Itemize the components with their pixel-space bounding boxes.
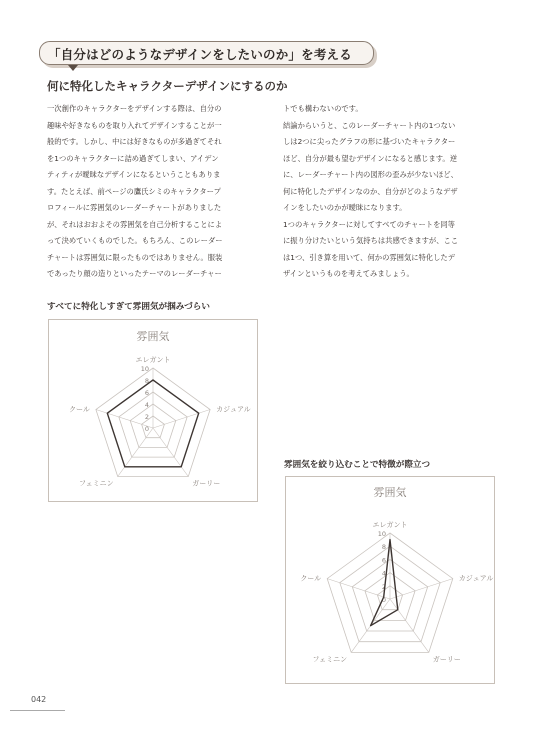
page-number-rule bbox=[10, 710, 65, 711]
tick-label: 2 bbox=[144, 413, 149, 421]
banner-pointer-icon bbox=[68, 65, 78, 71]
body-line: す。たとえば、前ページの鷹氏シミのキャラクタープ bbox=[47, 186, 221, 196]
axis-label: ガーリー bbox=[432, 655, 461, 664]
chart-title: 雰囲気 bbox=[136, 330, 170, 343]
axis-label: フェミニン bbox=[79, 479, 114, 488]
tick-label: 2 bbox=[381, 582, 386, 591]
tick-label: 10 bbox=[377, 530, 386, 538]
chart-heading-2: 雰囲気を絞り込むことで特徴が際立つ bbox=[284, 460, 431, 470]
body-line: ティティが曖昧なデザインになるということもありま bbox=[47, 170, 221, 179]
tick-label: 0 bbox=[144, 425, 149, 433]
chart-title: 雰囲気 bbox=[373, 486, 407, 499]
body-line: 何に特化したデザインなのか、自分がどのようなデザ bbox=[283, 186, 458, 196]
body-column-right bbox=[283, 101, 495, 283]
body-line: 般的です。しかし、中には好きなものが多過ぎてそれ bbox=[47, 137, 222, 146]
body-line: しは2つに尖ったグラフの形に基づいたキャラクター bbox=[283, 137, 456, 146]
axis-label: カジュアル bbox=[216, 405, 251, 414]
axis-spoke bbox=[390, 579, 453, 599]
radar-chart-2 bbox=[285, 476, 495, 684]
axis-spoke bbox=[327, 579, 390, 599]
tick-label: 8 bbox=[381, 543, 386, 552]
subheading: 何に特化したキャラクターデザインにするのか bbox=[47, 79, 288, 93]
body-line: 趣味や好きなものを取り入れてデザインすることが一 bbox=[47, 120, 222, 130]
chart-heading-1: すべてに特化しすぎて雰囲気が掴みづらい bbox=[47, 302, 210, 312]
tick-label: 6 bbox=[381, 556, 386, 565]
body-line: を1つのキャラクターに詰め過ぎてしまい、アイデン bbox=[47, 153, 219, 163]
radar-chart-svg bbox=[49, 320, 257, 501]
body-line: は1つ、引き算を用いて、何かの雰囲気に特化したデ bbox=[283, 252, 456, 262]
radar-chart-svg bbox=[286, 477, 494, 683]
axis-spoke bbox=[390, 599, 429, 652]
axis-label: クール bbox=[300, 574, 322, 583]
body-line: チャートは雰囲気に限ったものではありません。服装 bbox=[47, 252, 223, 262]
axis-label: カジュアル bbox=[458, 574, 494, 583]
tick-label: 6 bbox=[144, 389, 149, 397]
tick-label: 4 bbox=[381, 569, 386, 578]
body-line: 結論からいうと、このレーダーチャート内の1つない bbox=[283, 120, 456, 130]
body-line: ロフィールに雰囲気のレーダーチャートがありました bbox=[47, 203, 222, 212]
body-line: って決めていくものでした。もちろん、このレーダー bbox=[47, 236, 223, 245]
axis-label: クール bbox=[69, 405, 90, 414]
body-line: であったり顔の造りといったテーマのレーダーチャー bbox=[47, 269, 222, 278]
body-line: に、レーダーチャート内の図形の歪みが少ないほど、 bbox=[283, 170, 458, 179]
body-line: ほど、自分が最も望むデザインになると感じます。逆 bbox=[283, 153, 458, 163]
radar-chart-1 bbox=[48, 319, 258, 502]
body-line: 1つのキャラクターに対してすべてのチャートを同等 bbox=[283, 219, 455, 229]
tick-label: 4 bbox=[144, 401, 149, 409]
tick-label: 0 bbox=[381, 596, 386, 604]
tick-label: 8 bbox=[144, 377, 149, 385]
axis-label: フェミニン bbox=[312, 655, 348, 664]
body-line: に振り分けたいという気持ちは共感できますが、ここ bbox=[283, 236, 459, 245]
body-line: 一次創作のキャラクターをデザインする際は、自分の bbox=[47, 104, 222, 113]
body-line: が、それはおおよその雰囲気を自己分析することによ bbox=[47, 219, 223, 229]
page-number: 042 bbox=[31, 695, 47, 704]
axis-label: エレガント bbox=[135, 356, 171, 364]
body-line: インをしたいのかが曖昧になります。 bbox=[283, 203, 407, 212]
body-line: ザインというものを考えてみましょう。 bbox=[283, 269, 414, 278]
section-title-banner bbox=[39, 41, 374, 65]
axis-label: エレガント bbox=[372, 521, 408, 529]
tick-label: 10 bbox=[140, 365, 149, 373]
axis-spoke bbox=[153, 410, 210, 429]
axis-label: ガーリー bbox=[192, 479, 221, 488]
section-title: 「自分はどのようなデザインをしたいのか」を考える bbox=[48, 47, 352, 62]
body-column-left bbox=[47, 101, 259, 283]
body-line: トでも構わないのです。 bbox=[283, 104, 363, 113]
